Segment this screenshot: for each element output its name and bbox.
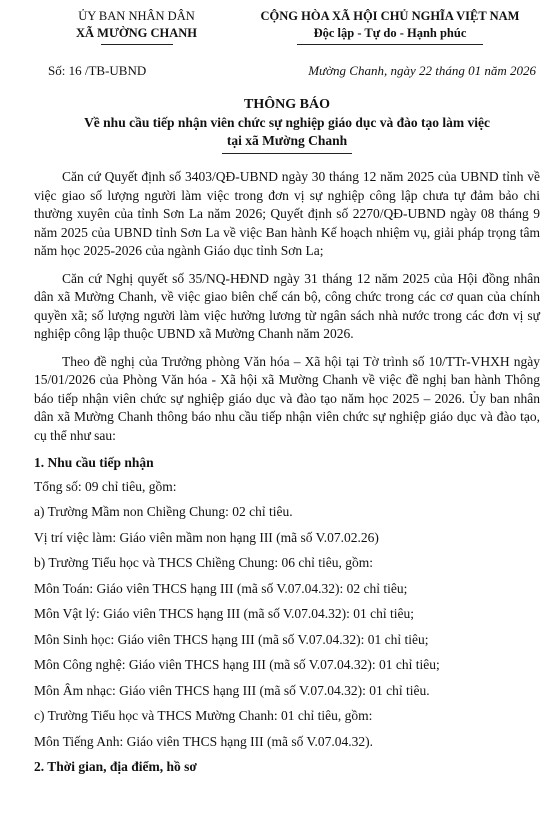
authority-underline (101, 44, 173, 45)
national-heading (240, 8, 540, 45)
list-item: Tổng số: 09 chỉ tiêu, gồm: (34, 478, 177, 494)
list-item: Môn Vật lý: Giáo viên THCS hạng III (mã số V.07.04.32): 01 chỉ tiêu; (34, 606, 414, 621)
section-heading-demand: 1. Nhu cầu tiếp nhận (34, 455, 154, 470)
list-item: Môn Âm nhạc: Giáo viên THCS hạng III (mã số V.07.04.32): 01 chỉ tiêu. (34, 682, 430, 698)
document-subtitle (34, 114, 540, 150)
issuing-authority (34, 8, 239, 45)
list-item: c) Trường Tiểu học và THCS Mường Chanh: 01 chỉ tiêu, gồm: (34, 708, 373, 723)
paragraph-proposal: Theo đề nghị của Trưởng phòng Văn hóa – Xã hội tại Tờ trình số 10/TTr-VHXH ngày 15/01/2026 của Phòng Văn hóa - Xã hội xã Mường Chanh về việc đề nghị ban hành Thông báo tiếp nhận viên chức sự nghiệp giáo dục và đào tạo năm học 2025 – 2026. Ủy ban nhân dân xã Mường Chanh thông báo nhu cầu tiếp nhận viên chức sự nghiệp giáo dục và đào tạo, cụ thể như sau: (34, 353, 540, 443)
document-header (34, 8, 540, 45)
nation-name: CỘNG HÒA XÃ HỘI CHỦ NGHĨA VIỆT NAM (260, 9, 520, 23)
document-body (34, 168, 540, 777)
motto-underline (297, 44, 483, 45)
section-heading-time-place: 2. Thời gian, địa điểm, hồ sơ (34, 759, 197, 774)
list-item: b) Trường Tiểu học và THCS Chiềng Chung: 06 chỉ tiêu, gồm: (34, 555, 373, 570)
list-item: Môn Công nghệ: Giáo viên THCS hạng III (mã số V.07.04.32): 01 chỉ tiêu; (34, 657, 440, 672)
subtitle-line-2: tại xã Mường Chanh (226, 133, 348, 148)
national-motto: Độc lập - Tự do - Hạnh phúc (313, 26, 467, 40)
authority-line-2: XÃ MƯỜNG CHANH (75, 26, 198, 40)
list-item: Môn Toán: Giáo viên THCS hạng III (mã số V.07.04.32): 02 chỉ tiêu; (34, 580, 408, 596)
list-item: Môn Tiếng Anh: Giáo viên THCS hạng III (mã số V.07.04.32). (34, 733, 374, 749)
paragraph-basis-decision: Căn cứ Quyết định số 3403/QĐ-UBND ngày 30 tháng 12 năm 2025 của UBND tỉnh về việc giao số lượng người làm việc trong đơn vị sự nghiệp công lập chưa tự đảm bảo chi thường xuyên của tỉnh Sơn La năm 2026; Quyết định số 2270/QĐ-UBND ngày 08 tháng 9 năm 2025 của UBND tỉnh Sơn La về việc Ban hành Kế hoạch nhiệm vụ, giải pháp trọng tâm năm học 2025-2026 của ngành Giáo dục tỉnh Sơn La; (34, 169, 540, 258)
document-meta (34, 63, 540, 79)
list-item: Vị trí việc làm: Giáo viên mầm non hạng III (mã số V.07.02.26) (34, 529, 379, 545)
authority-line-1: ỦY BAN NHÂN DÂN (78, 9, 195, 23)
paragraph-basis-resolution: Căn cứ Nghị quyết số 35/NQ-HĐND ngày 31 tháng 12 năm 2025 của Hội đồng nhân dân xã Mường Chanh, về việc giao biên chế cán bộ, công chức trong các cơ quan của chính quyền xã; số lượng người làm việc hưởng lương từ ngân sách nhà nước trong các đơn vị sự nghiệp công lập thuộc UBND xã Mường Chanh năm 2026. (34, 270, 540, 341)
document-title: THÔNG BÁO (244, 97, 330, 112)
list-item: Môn Sinh học: Giáo viên THCS hạng III (mã số V.07.04.32): 01 chỉ tiêu; (34, 631, 429, 647)
title-underline (222, 153, 352, 154)
list-item: a) Trường Mầm non Chiềng Chung: 02 chỉ tiêu. (34, 504, 293, 519)
document-number: Số: 16 /TB-UBND (48, 63, 147, 78)
subtitle-line-1: Về nhu cầu tiếp nhận viên chức sự nghiệp giáo dục và đào tạo làm việc (84, 115, 490, 130)
place-and-date: Mường Chanh, ngày 22 tháng 01 năm 2026 (308, 63, 536, 78)
